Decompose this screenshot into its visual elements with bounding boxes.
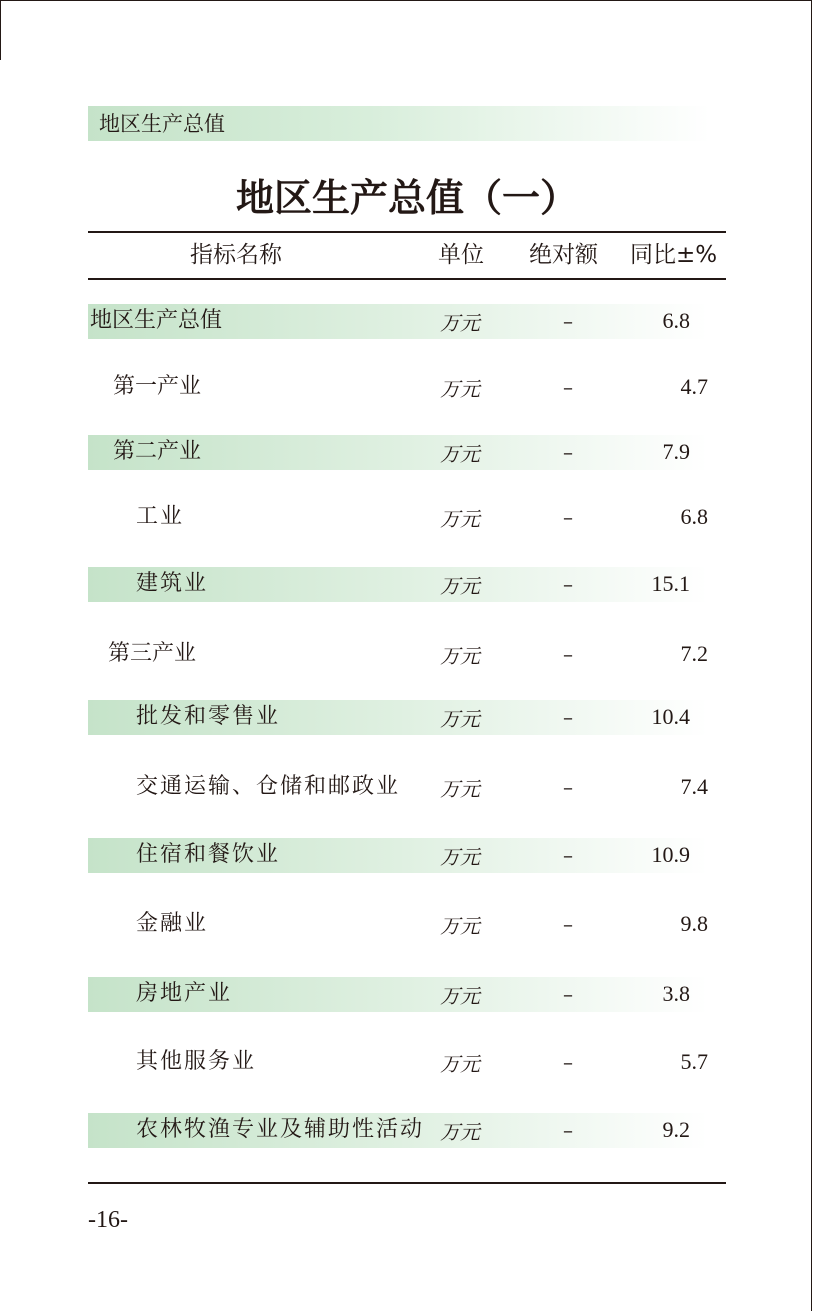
row-abs: – — [563, 912, 573, 936]
row-name: 批发和零售业 — [136, 704, 281, 729]
row-name: 第三产业 — [108, 641, 197, 666]
table-row — [88, 977, 708, 1012]
row-yoy: 4.7 — [680, 374, 708, 399]
row-unit: 万元 — [440, 707, 480, 731]
row-yoy: 10.9 — [651, 842, 690, 867]
row-name: 第一产业 — [113, 374, 202, 399]
row-unit: 万元 — [440, 845, 480, 869]
row-yoy: 7.2 — [680, 641, 708, 666]
row-abs: – — [563, 1050, 573, 1074]
table-row — [88, 1113, 708, 1148]
row-unit: 万元 — [440, 1120, 480, 1144]
row-name: 建筑业 — [136, 571, 209, 596]
table-row — [88, 700, 708, 735]
row-abs: – — [563, 440, 573, 464]
table-row — [88, 370, 726, 405]
row-unit: 万元 — [440, 311, 480, 335]
row-abs: – — [563, 775, 573, 799]
table-row — [88, 500, 726, 535]
page-frame-top — [0, 0, 812, 1]
row-abs: – — [563, 572, 573, 596]
row-yoy: 3.8 — [662, 981, 690, 1006]
row-abs: – — [563, 843, 573, 867]
row-unit: 万元 — [440, 914, 480, 938]
row-abs: – — [563, 982, 573, 1006]
row-name: 农林牧渔专业及辅助性活动 — [136, 1117, 425, 1142]
row-name: 第二产业 — [113, 439, 202, 464]
table-header-rule — [88, 278, 726, 280]
row-unit: 万元 — [440, 574, 480, 598]
row-yoy: 15.1 — [651, 571, 690, 596]
table-row — [88, 907, 726, 942]
header-indicator-name: 指标名称 — [190, 242, 282, 268]
row-abs: – — [563, 705, 573, 729]
row-yoy: 7.4 — [680, 774, 708, 799]
row-name: 住宿和餐饮业 — [136, 842, 281, 867]
row-yoy: 10.4 — [651, 704, 690, 729]
header-yoy-change: 同比±% — [630, 242, 718, 268]
row-unit: 万元 — [440, 984, 480, 1008]
row-yoy: 7.9 — [662, 439, 690, 464]
row-abs: – — [563, 642, 573, 666]
table-row — [88, 567, 708, 602]
page-number: -16- — [88, 1207, 128, 1233]
row-name: 工业 — [136, 504, 185, 529]
page-title: 地区生产总值（一） — [235, 175, 578, 220]
row-abs: – — [563, 1118, 573, 1142]
row-yoy: 6.8 — [662, 308, 690, 333]
row-name: 其他服务业 — [136, 1049, 257, 1074]
row-unit: 万元 — [440, 777, 480, 801]
table-row — [88, 304, 708, 339]
page-frame-left — [0, 0, 1, 60]
table-row — [88, 770, 726, 805]
row-unit: 万元 — [440, 644, 480, 668]
header-absolute-amount: 绝对额 — [529, 242, 598, 268]
row-name: 交通运输、仓储和邮政业 — [136, 774, 401, 799]
row-name: 房地产业 — [136, 981, 233, 1006]
row-unit: 万元 — [440, 377, 480, 401]
table-bottom-rule — [88, 1182, 726, 1184]
section-label: 地区生产总值 — [99, 112, 225, 136]
row-unit: 万元 — [440, 507, 480, 531]
row-abs: – — [563, 375, 573, 399]
row-yoy: 9.8 — [680, 911, 708, 936]
table-row — [88, 637, 726, 672]
row-yoy: 6.8 — [680, 504, 708, 529]
row-abs: – — [563, 505, 573, 529]
row-unit: 万元 — [440, 1052, 480, 1076]
table-row — [88, 435, 708, 470]
table-top-rule — [88, 231, 726, 233]
row-yoy: 5.7 — [680, 1049, 708, 1074]
table-row — [88, 1045, 726, 1080]
row-name: 地区生产总值 — [90, 308, 223, 333]
header-unit: 单位 — [438, 242, 484, 268]
row-name: 金融业 — [136, 911, 209, 936]
row-yoy: 9.2 — [662, 1117, 690, 1142]
table-row — [88, 838, 708, 873]
row-unit: 万元 — [440, 442, 480, 466]
row-abs: – — [563, 309, 573, 333]
